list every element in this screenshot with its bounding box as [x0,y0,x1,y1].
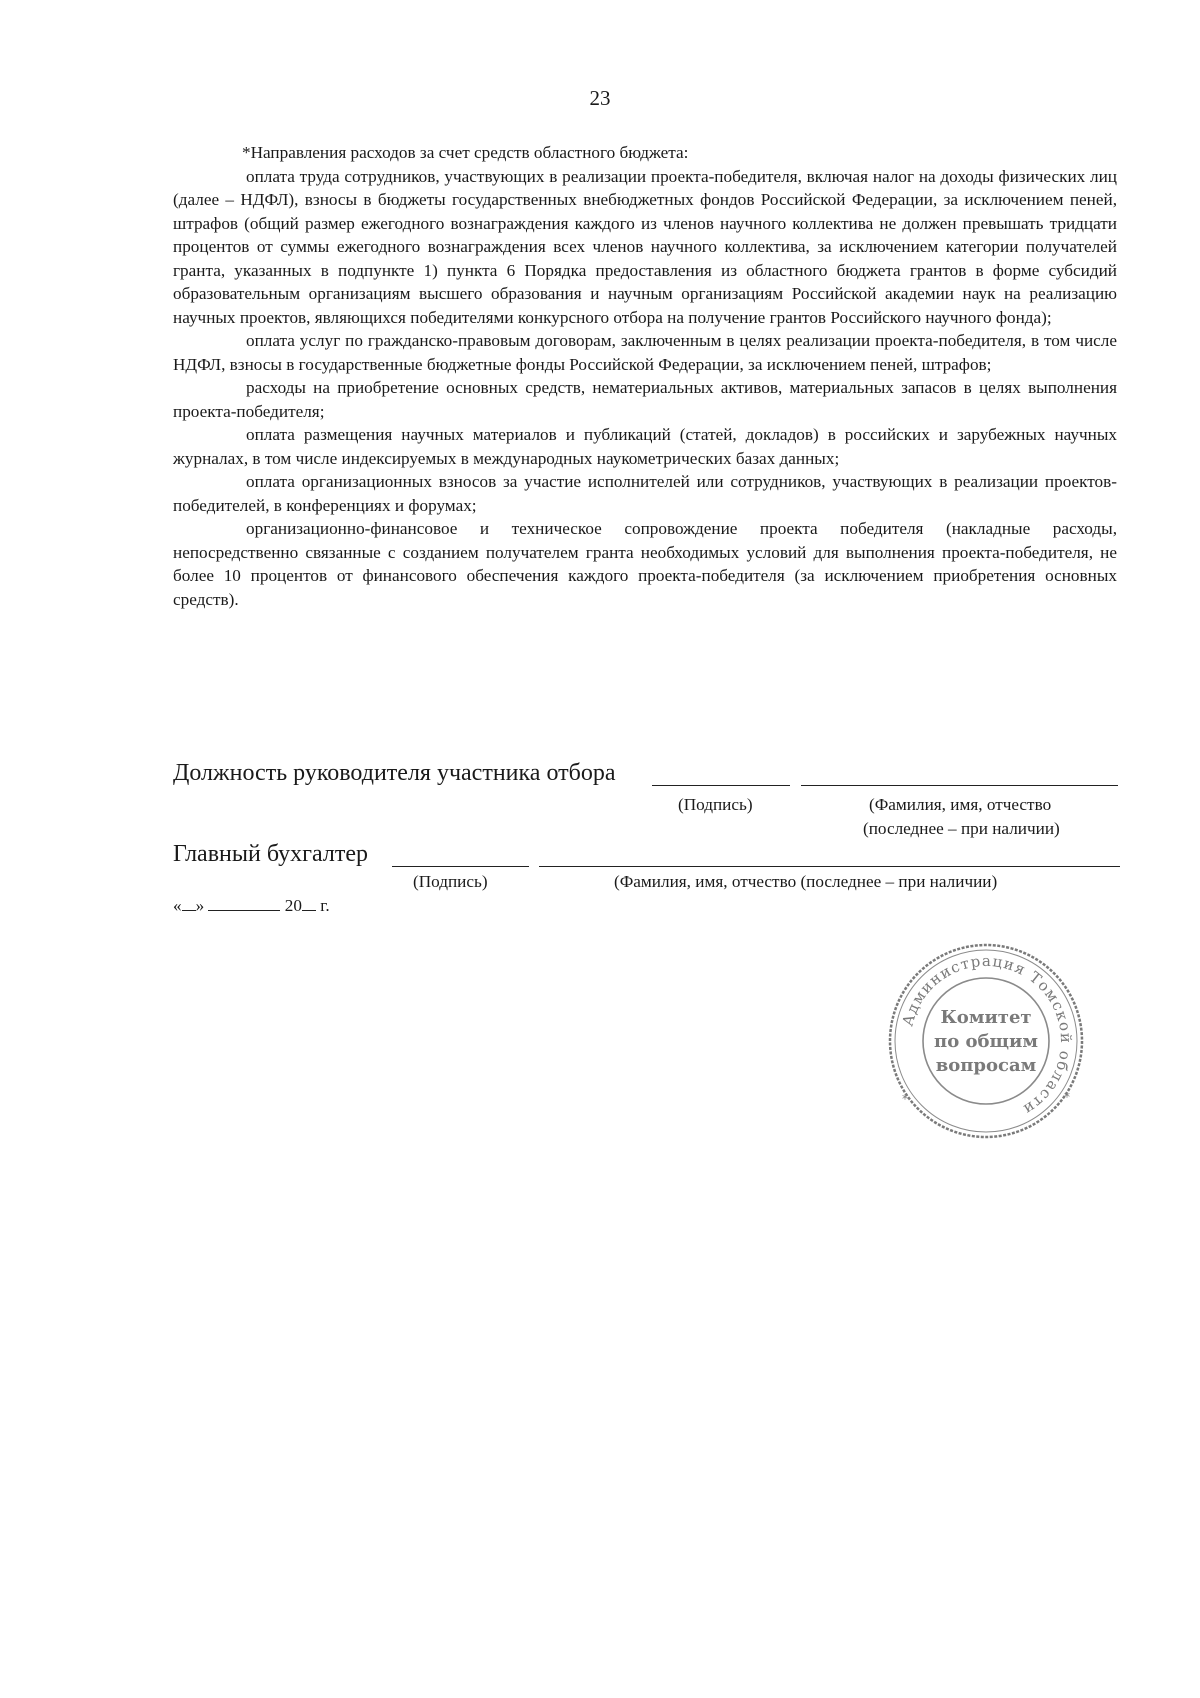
day-blank [182,909,196,911]
page-number: 23 [589,86,611,110]
expense-item: организационно-финансовое и техническое сопровождение проекта победителя (накладные расходы, непосредственно связанные с созданием получателем гранта необходимых условий для выполнения проекта-победителя, не более 10 процентов от финансового обеспечения каждого проекта-победителя (за исключением приобретения основных средств). [173,519,1117,609]
month-blank [208,909,280,911]
year-blank [302,909,316,911]
accountant-signature-caption: (Подпись) [413,872,488,891]
expense-item: оплата услуг по гражданско-правовым договорам, заключенным в целях реализации проекта-победителя, в том числе НДФЛ, взносы в государственные бюджетные фонды Российской Федерации, за исключением пеней, штрафов; [173,331,1117,374]
accountant-signature-line [392,866,529,867]
head-name-line [801,785,1118,786]
stamp-ring-path: Администрация Томской области [898,951,1076,1120]
date-close-quote: » [195,896,205,915]
star-icon: * [902,1092,908,1106]
star-icon: * [1064,1090,1070,1104]
year-prefix: 20 [284,896,302,915]
stamp-center-line3: вопросам [935,1055,1037,1076]
date-open-quote: « [173,896,182,915]
accountant-name-caption: (Фамилия, имя, отчество (последнее – при наличии) [614,872,998,891]
expense-item: расходы на приобретение основных средств, нематериальных активов, материальных запасов в целях выполнения проекта-победителя; [173,378,1117,421]
accountant-name-line [539,866,1120,867]
accountant-label: Главный бухгалтер [173,841,368,867]
stamp-center-line2: по общим [934,1031,1038,1052]
date-line [173,896,330,916]
official-stamp [886,941,1086,1141]
head-position-label: Должность руководителя участника отбора [173,760,616,786]
stamp-center-line1: Комитет [940,1007,1032,1028]
expense-item: оплата труда сотрудников, участвующих в реализации проекта-победителя, включая налог на доходы физических лиц (далее – НДФЛ), взносы в бюджеты государственных внебюджетных фондов Российской Федерации, за исключением пеней, штрафов (общий размер ежегодного вознаграждения каждого из членов научного коллектива не должен превышать тридцати процентов от суммы ежегодного вознаграждения всех членов научного коллектива, за исключением категории получателей гранта, указанных в подпункте 1) пункта 6 Порядка предоставления из областного бюджета грантов в форме субсидий образовательным организациям высшего образования и научным организациям Российской академии наук на реализацию научных проектов, являющихся победителями конкурсного отбора на получение грантов Российского научного фонда); [173,166,1117,327]
year-suffix: г. [320,896,330,915]
head-name-caption: (Фамилия, имя, отчество [869,795,1052,814]
head-name-caption-note: (последнее – при наличии) [863,819,1060,838]
footnote-title: *Направления расходов за счет средств областного бюджета: [242,143,689,162]
footnote-block [173,141,1117,611]
expense-item: оплата размещения научных материалов и публикаций (статей, докладов) в российских и зарубежных научных журналах, в том числе индексируемых в международных наукометрических базах данных; [173,425,1117,468]
expense-item: оплата организационных взносов за участие исполнителей или сотрудников, участвующих в реализации проектов-победителей, в конференциях и форумах; [173,472,1117,515]
head-signature-caption: (Подпись) [678,795,753,814]
head-signature-line [652,785,790,786]
